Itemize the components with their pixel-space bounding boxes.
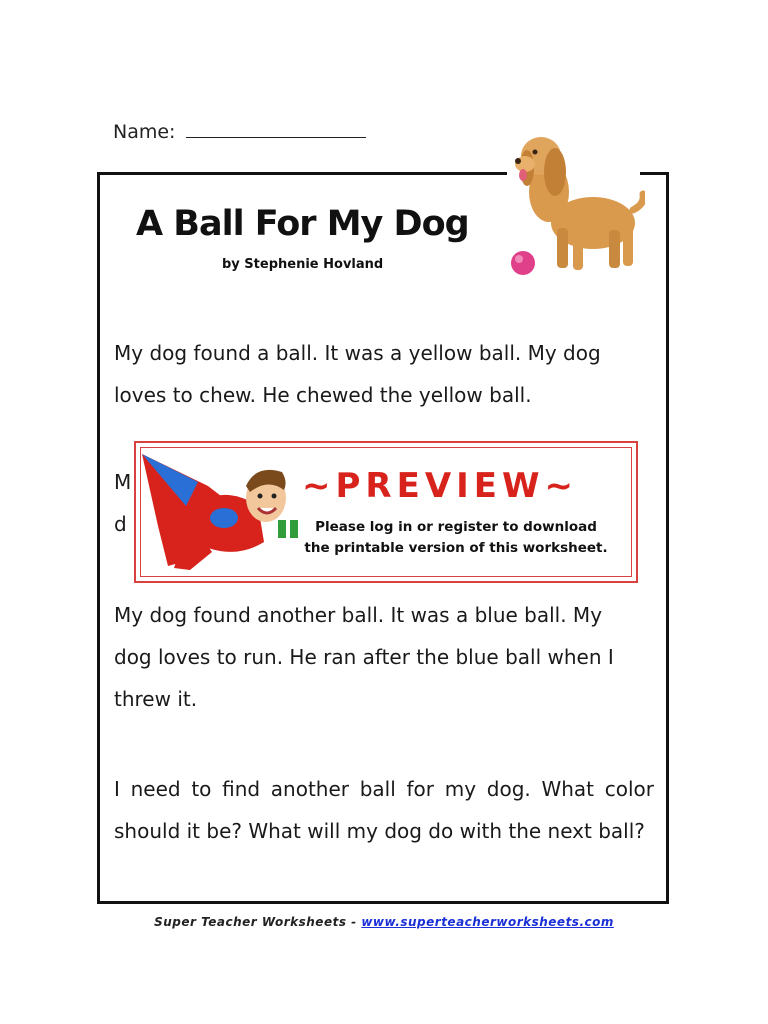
paragraph-3-line: My dog found another ball. It was a blue ball. My bbox=[114, 603, 603, 627]
preview-tilde-right: ~ bbox=[544, 466, 579, 506]
paragraph-4: I need to find another ball for my dog. What color should it be? What will my dog do with the next ball? bbox=[114, 777, 654, 843]
preview-message bbox=[300, 517, 612, 559]
preview-message-line: the printable version of this worksheet. bbox=[304, 540, 608, 556]
paragraph-3-line: dog loves to run. He ran after the blue ball when I bbox=[114, 645, 614, 669]
preview-word: PREVIEW bbox=[335, 466, 545, 506]
preview-message-line: Please log in or register to download bbox=[315, 519, 597, 535]
paragraph-2-line: d bbox=[114, 512, 127, 536]
preview-tilde-left: ~ bbox=[302, 466, 336, 506]
footer-separator: - bbox=[346, 915, 362, 929]
paragraph-3-line: threw it. bbox=[114, 687, 198, 711]
footer-brand: Super Teacher Worksheets bbox=[154, 915, 347, 929]
paragraph-2-line: M bbox=[114, 470, 132, 494]
name-label: Name: bbox=[113, 121, 176, 143]
author-byline: by Stephenie Hovland bbox=[222, 257, 384, 272]
footer-website-link[interactable]: www.superteacherworksheets.com bbox=[361, 915, 614, 929]
name-field-label bbox=[113, 121, 366, 143]
paragraph-1-line: My dog found a ball. It was a yellow ball. My dog bbox=[114, 341, 601, 365]
preview-heading bbox=[302, 466, 578, 506]
page-footer bbox=[0, 915, 768, 929]
superhero-mascot-illustration bbox=[138, 446, 308, 578]
paragraph-1 bbox=[114, 332, 654, 416]
name-blank-line bbox=[186, 123, 366, 138]
paragraph-1-line: loves to chew. He chewed the yellow ball. bbox=[114, 383, 532, 407]
dog-illustration bbox=[505, 128, 645, 276]
worksheet-title: A Ball For My Dog bbox=[136, 204, 469, 244]
paragraph-3 bbox=[114, 594, 654, 720]
